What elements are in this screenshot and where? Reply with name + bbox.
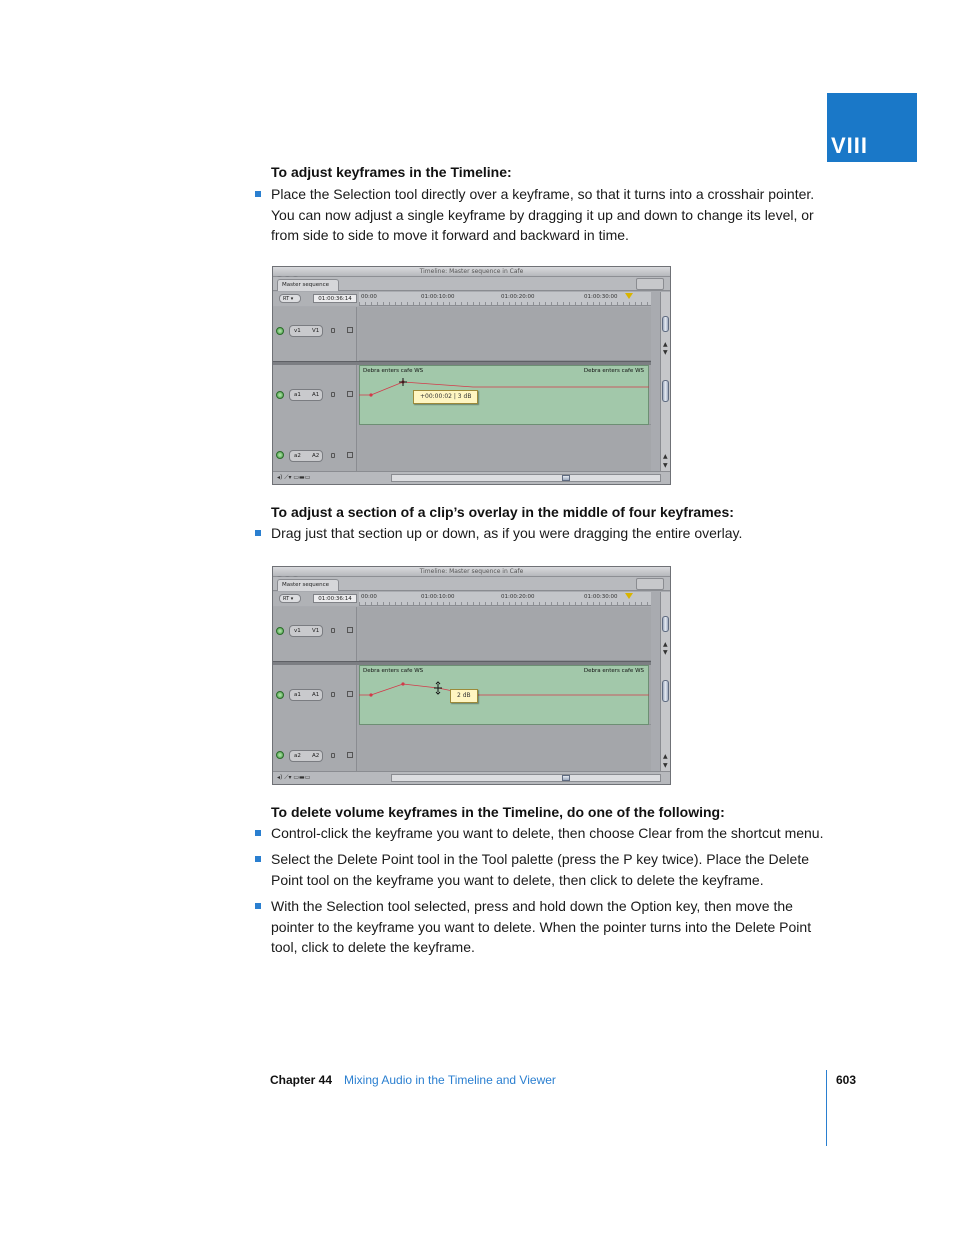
vertical-scrollbar[interactable] — [660, 592, 670, 772]
timecode-field[interactable]: 01:00:36:14 — [313, 294, 357, 303]
track-visibility-icon[interactable] — [276, 627, 284, 635]
bullet-marker — [255, 903, 261, 909]
part-tab — [827, 93, 917, 162]
section3-bullet-1: Control-click the keyframe you want to delete, then choose Clear from the shortcut menu. — [271, 825, 824, 841]
page-number: 603 — [836, 1073, 857, 1087]
adjust-pointer-icon — [434, 682, 442, 694]
tab-row — [273, 577, 670, 591]
tab-master-sequence[interactable]: Master sequence — [277, 579, 339, 591]
title-bar — [273, 567, 670, 577]
ruler-label: 01:00:30:00 — [584, 294, 618, 300]
scroll-up-icon[interactable]: ▲ — [663, 641, 668, 648]
track-a2 — [273, 725, 651, 773]
window-title: Timeline: Master sequence in Cafe — [419, 568, 524, 575]
scroll-thumb[interactable] — [662, 316, 669, 332]
ruler-label: 00:00 — [361, 294, 377, 300]
section3-bullet-2: Select the Delete Point tool in the Tool palette (press the P key twice). Place the Delete Point tool on the keyframe you want to delete, then click to delete the keyframe. — [271, 851, 810, 888]
dest-track-label: A2 — [312, 753, 320, 759]
track-header — [273, 425, 357, 473]
audio-enable-icon[interactable] — [276, 751, 284, 759]
horizontal-scrollbar[interactable] — [391, 474, 661, 482]
crosshair-pointer-icon — [399, 378, 407, 386]
playhead-icon[interactable] — [625, 293, 633, 299]
track-visibility-icon[interactable] — [276, 327, 284, 335]
timecode-field[interactable]: 01:00:36:14 — [313, 594, 357, 603]
lock-icon[interactable] — [331, 328, 335, 333]
level-tooltip: 2 dB — [450, 689, 478, 703]
scroll-thumb[interactable] — [662, 680, 669, 702]
section1-bullet-1: Place the Selection tool directly over a keyframe, so that it turns into a crosshair pointer. You can now adjust a single keyframe by dragging it up and down to change its level, or from side to side to move it forward and backward in time. — [271, 186, 815, 243]
time-ruler[interactable] — [359, 592, 651, 606]
track-lane[interactable] — [359, 425, 651, 473]
dest-track-label: A1 — [312, 692, 320, 698]
keyframe-point — [369, 693, 372, 696]
title-bar — [273, 267, 670, 277]
auto-select-icon[interactable] — [347, 452, 353, 458]
timeline-bottom-bar — [273, 771, 670, 784]
track-lane[interactable] — [359, 607, 651, 661]
source-track-label: a1 — [294, 392, 301, 398]
bullet-marker — [255, 530, 261, 536]
track-lane[interactable] — [359, 307, 651, 361]
section2-heading: To adjust a section of a clip’s overlay in the middle of four keyframes: — [271, 504, 734, 520]
zoom-icon[interactable] — [636, 278, 664, 290]
rt-menu-button[interactable]: RT ▾ — [279, 294, 301, 303]
timeline-window-1 — [272, 266, 671, 485]
source-track-label: a1 — [294, 692, 301, 698]
time-ruler[interactable] — [359, 292, 651, 306]
part-tab-label: VIII — [831, 133, 869, 158]
ruler-label: 01:00:10:00 — [421, 294, 455, 300]
ruler-label: 01:00:30:00 — [584, 594, 618, 600]
dest-track-label: A2 — [312, 453, 320, 459]
bottom-tool-icons[interactable]: ◂) ⟋▾ ▭▬▭ — [277, 774, 311, 781]
track-header — [273, 307, 357, 361]
keyframe-tooltip: +00:00:02 | 3 dB — [413, 390, 478, 404]
scroll-up-icon[interactable]: ▲ — [663, 341, 668, 348]
auto-select-icon[interactable] — [347, 327, 353, 333]
track-v1 — [273, 307, 651, 361]
ruler-label: 01:00:20:00 — [501, 294, 535, 300]
tab-row — [273, 277, 670, 291]
dest-track-label: V1 — [312, 328, 320, 334]
scroll-thumb[interactable] — [662, 616, 669, 632]
ruler-label: 01:00:10:00 — [421, 594, 455, 600]
scroll-thumb[interactable] — [562, 475, 570, 481]
horizontal-scrollbar[interactable] — [391, 774, 661, 782]
playhead-icon[interactable] — [625, 593, 633, 599]
source-track-label: v1 — [294, 328, 301, 334]
lock-icon[interactable] — [331, 628, 335, 633]
scroll-down-icon[interactable]: ▼ — [663, 462, 668, 469]
track-header — [273, 607, 357, 661]
lock-icon[interactable] — [331, 453, 335, 458]
track-a1 — [273, 365, 651, 425]
bottom-tool-icons[interactable]: ◂) ⟋▾ ▭▬▭ — [277, 474, 311, 481]
clip-label-right: Debra enters cafe WS — [583, 668, 644, 674]
source-track-label: a2 — [294, 753, 301, 759]
ruler-label: 00:00 — [361, 594, 377, 600]
track-v1 — [273, 607, 651, 661]
track-a1 — [273, 665, 651, 725]
timeline-controls — [273, 592, 359, 606]
dest-track-label: A1 — [312, 392, 320, 398]
timeline-controls — [273, 292, 359, 306]
track-patch[interactable] — [289, 325, 323, 337]
bullet-marker — [255, 830, 261, 836]
timeline-window-2 — [272, 566, 671, 785]
footer-chapter-title: Mixing Audio in the Timeline and Viewer — [344, 1073, 556, 1087]
footer-chapter: Chapter 44 — [270, 1073, 333, 1087]
footer-divider — [826, 1070, 827, 1146]
keyframe-point — [401, 682, 404, 685]
scroll-thumb[interactable] — [662, 380, 669, 402]
scroll-down-icon[interactable]: ▼ — [663, 349, 668, 356]
keyframe-point — [369, 393, 372, 396]
track-a2 — [273, 425, 651, 473]
timeline-bottom-bar — [273, 471, 670, 484]
rt-menu-button[interactable]: RT ▾ — [279, 594, 301, 603]
clip-label-left: Debra enters cafe WS — [363, 368, 424, 374]
tab-master-sequence[interactable]: Master sequence — [277, 279, 339, 291]
clip-label-right: Debra enters cafe WS — [583, 368, 644, 374]
zoom-icon[interactable] — [636, 578, 664, 590]
lock-icon[interactable] — [331, 753, 335, 758]
track-patch[interactable] — [289, 450, 323, 462]
section1-heading: To adjust keyframes in the Timeline: — [271, 164, 512, 180]
bullet-marker — [255, 856, 261, 862]
section3-bullet-3: With the Selection tool selected, press and hold down the Option key, then move the pointer to the keyframe you want to delete. When the pointer turns into the Delete Point tool, click to delete the keyframe. — [271, 898, 812, 955]
audio-enable-icon[interactable] — [276, 451, 284, 459]
clip-label-left: Debra enters cafe WS — [363, 668, 424, 674]
track-patch[interactable] — [289, 750, 323, 762]
scroll-up-icon[interactable]: ▲ — [663, 753, 668, 760]
auto-select-icon[interactable] — [347, 627, 353, 633]
source-track-label: a2 — [294, 453, 301, 459]
track-lane[interactable] — [359, 725, 651, 773]
bullet-marker — [255, 191, 261, 197]
vertical-scrollbar[interactable] — [660, 292, 670, 472]
section2-bullet-1: Drag just that section up or down, as if you were dragging the entire overlay. — [271, 525, 743, 541]
window-title: Timeline: Master sequence in Cafe — [419, 268, 524, 275]
source-track-label: v1 — [294, 628, 301, 634]
scroll-up-icon[interactable]: ▲ — [663, 453, 668, 460]
scroll-down-icon[interactable]: ▼ — [663, 762, 668, 769]
section3-heading: To delete volume keyframes in the Timeline, do one of the following: — [271, 804, 725, 820]
scroll-thumb[interactable] — [562, 775, 570, 781]
ruler-label: 01:00:20:00 — [501, 594, 535, 600]
dest-track-label: V1 — [312, 628, 320, 634]
auto-select-icon[interactable] — [347, 752, 353, 758]
scroll-down-icon[interactable]: ▼ — [663, 649, 668, 656]
track-header — [273, 725, 357, 773]
track-patch[interactable] — [289, 625, 323, 637]
